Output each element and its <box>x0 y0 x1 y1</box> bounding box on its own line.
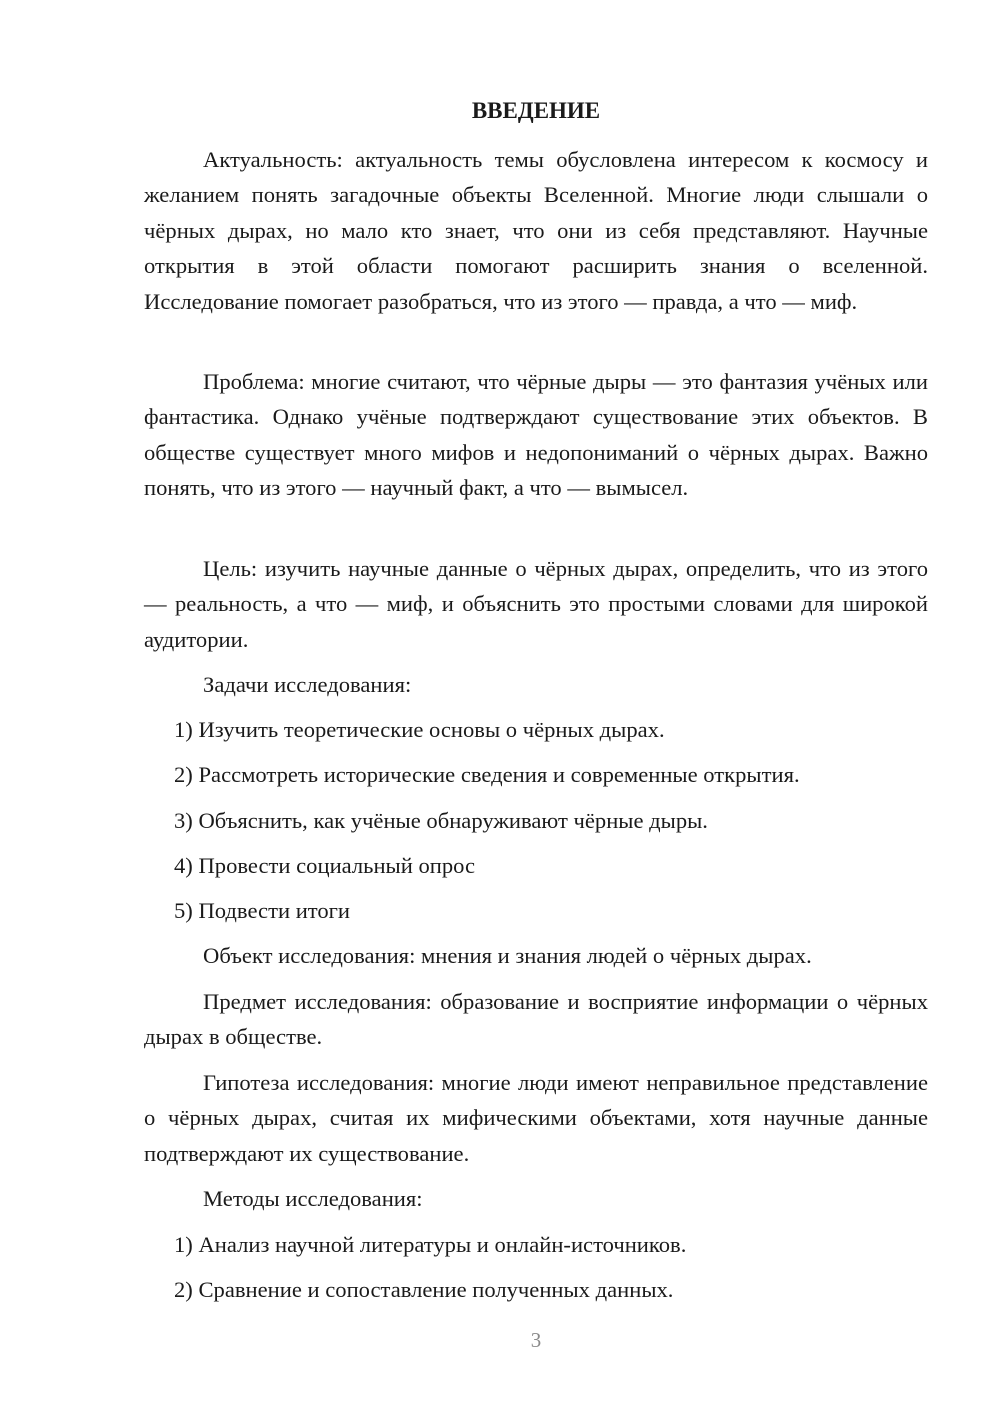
tasks-heading: Задачи исследования: <box>203 672 412 697</box>
methods-heading: Методы исследования: <box>203 1186 423 1211</box>
goal-paragraph: Цель: изучить научные данные о чёрных дырах, определить, что из этого — реальность, а что — миф, и объяснить это простыми словами для широкой аудитории. <box>144 556 928 652</box>
task-item-5: 5) Подвести итоги <box>174 898 351 923</box>
section-title: ВВЕДЕНИЕ <box>471 98 601 123</box>
problem-paragraph: Проблема: многие считают, что чёрные дыры — это фантазия учёных или фантастика. Однако учёные подтверждают существование этих объектов. В обществе существует много мифов и недопониманий о чёрных дырах. Важно понять, что из этого — научный факт, а что — вымысел. <box>144 369 928 501</box>
document-page <box>144 0 928 1414</box>
object-paragraph: Объект исследования: мнения и знания людей о чёрных дырах. <box>203 943 812 968</box>
task-item-2: 2) Рассмотреть исторические сведения и современные открытия. <box>174 762 800 787</box>
method-item-2: 2) Сравнение и сопоставление полученных данных. <box>174 1277 674 1302</box>
task-item-1: 1) Изучить теоретические основы о чёрных дырах. <box>174 717 665 742</box>
task-item-4: 4) Провести социальный опрос <box>174 853 476 878</box>
relevance-paragraph: Актуальность: актуальность темы обусловлена интересом к космосу и желанием понять загадочные объекты Вселенной. Многие люди слышали о чёрных дырах, но мало кто знает, что они из себя представляют. Научные открытия в этой области помогают расширить знания о вселенной. Исследование помогает разобраться, что из этого — правда, а что — миф. <box>144 147 928 314</box>
task-item-3: 3) Объяснить, как учёные обнаруживают чёрные дыры. <box>174 808 708 833</box>
hypothesis-paragraph: Гипотеза исследования: многие люди имеют неправильное представление о чёрных дырах, считая их мифическими объектами, хотя научные данные подтверждают их существование. <box>144 1070 928 1166</box>
page-number: 3 <box>530 1328 542 1352</box>
subject-paragraph: Предмет исследования: образование и восприятие информации о чёрных дырах в обществе. <box>144 989 928 1050</box>
method-item-1: 1) Анализ научной литературы и онлайн-источников. <box>174 1232 687 1257</box>
